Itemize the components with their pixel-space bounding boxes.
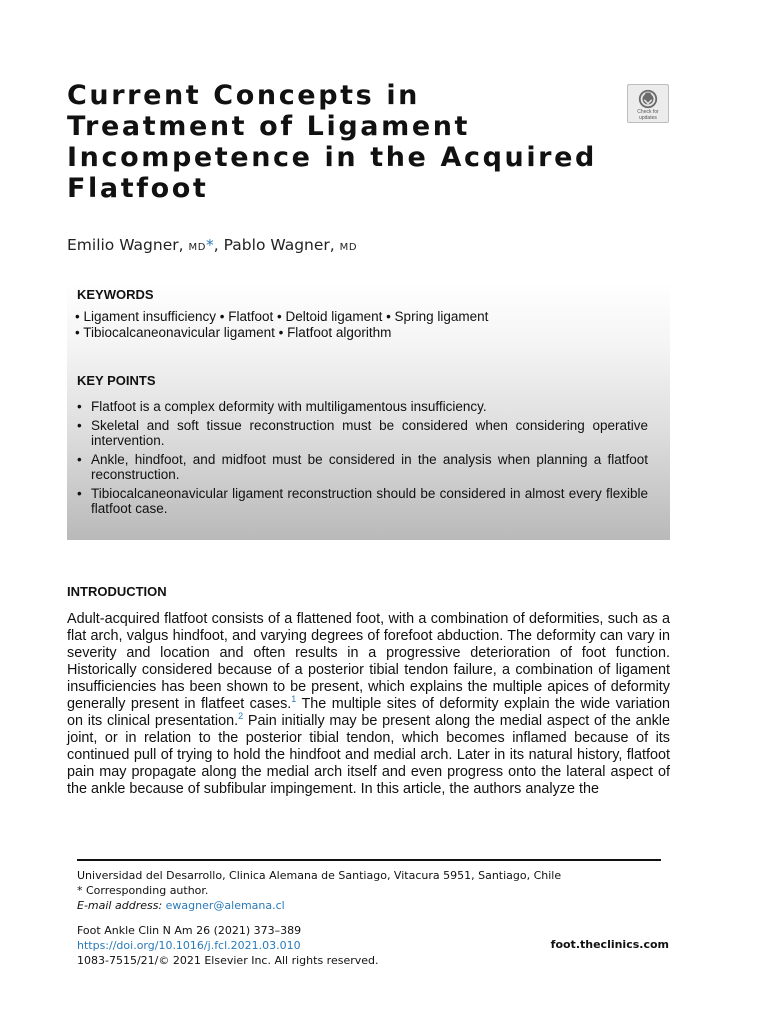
check-for-updates-icon [637,88,659,110]
keyword-list [75,309,665,341]
list-item [77,418,648,449]
check-for-updates-button[interactable] [627,84,669,123]
introduction-paragraph [67,611,670,798]
key-points-list [77,399,648,520]
keywords-keypoints-box [67,282,670,540]
affiliation: Universidad del Desarrollo, Clinica Alemana de Santiago, Vitacura 5951, Santiago, Chile [77,869,562,882]
reference-link[interactable]: 2 [238,711,244,722]
author-name: Emilio Wagner, [67,236,184,254]
title-line: Current Concepts in [67,80,420,111]
key-point-text: Tibiocalcaneonavicular ligament reconstruction should be considered in almost every flexible flatfoot case. [91,485,648,516]
author-list [67,236,357,254]
author-degree: MD [188,242,207,253]
badge-text: Check for [637,109,659,115]
reference-link[interactable]: 1 [291,694,297,705]
journal-site[interactable]: foot.theclinics.com [550,938,669,951]
corresponding-mark[interactable]: * [206,236,214,254]
key-point-text: Ankle, hindfoot, and midfoot must be considered in the analysis when planning a flatfoot reconstruction. [91,451,648,482]
article-title [67,80,627,204]
email-label: E-mail address: [77,899,163,912]
author-separator: , [213,236,219,254]
footnote-divider [77,859,661,861]
key-point-text: Flatfoot is a complex deformity with multiligamentous insufficiency. [91,399,487,414]
author-degree: MD [339,242,358,253]
title-line: Incompetence in the Acquired [67,142,597,173]
journal-citation: Foot Ankle Clin N Am 26 (2021) 373–389 [77,924,302,937]
bullet: • [77,485,82,501]
title-line: Flatfoot [67,173,209,204]
copyright: 1083-7515/21/© 2021 Elsevier Inc. All rights reserved. [77,954,379,967]
keyword-line: • Ligament insufficiency • Flatfoot • Deltoid ligament • Spring ligament [75,309,489,324]
key-points-heading: KEY POINTS [77,373,156,388]
badge-text: updates [639,114,657,121]
paragraph-text: Adult-acquired flatfoot consists of a flattened foot, with a combination of deformities, such as a flat arch, valgus hindfoot, and varying degrees of forefoot abduction. The deformity can vary in severity and location and often results in a progressive deterioration of foot function. Historically considered because of a posterior tibial tendon failure, a combination of ligament insufficiencies has been shown to be present, which explains the multiple apices of deformity generally present in flatfeet cases. [67,611,670,712]
title-line: Treatment of Ligament [67,111,471,142]
author-name: Pablo Wagner, [223,236,335,254]
keyword-line: • Tibiocalcaneonavicular ligament • Flatfoot algorithm [75,325,392,340]
list-item [77,452,648,483]
paragraph-text: The multiple sites of deformity explain the wide variation on its clinical presentation. [67,696,670,729]
paragraph-text: Pain initially may be present along the medial aspect of the ankle joint, or in relation to the posterior tibial tendon, which becomes inflamed because of its continued pull of trying to hold the hindfoot and medial arch. Later in its natural history, flatfoot pain may propagate along the medial arch itself and even progress onto the lateral aspect of the ankle because of subfibular impingement. In this article, the authors analyze the [67,713,670,797]
doi-link[interactable]: https://doi.org/10.1016/j.fcl.2021.03.010 [77,939,301,952]
list-item [77,486,648,517]
bullet: • [77,417,82,433]
corresponding-author-note: * Corresponding author. [77,884,209,897]
bullet: • [77,399,82,414]
email-link[interactable]: ewagner@alemana.cl [165,899,285,912]
list-item [77,399,648,415]
bullet: • [77,451,82,467]
section-heading-introduction: INTRODUCTION [67,584,167,599]
key-point-text: Skeletal and soft tissue reconstruction must be considered when considering operative intervention. [91,417,648,448]
keywords-heading: KEYWORDS [77,287,154,302]
email-line [77,898,285,913]
